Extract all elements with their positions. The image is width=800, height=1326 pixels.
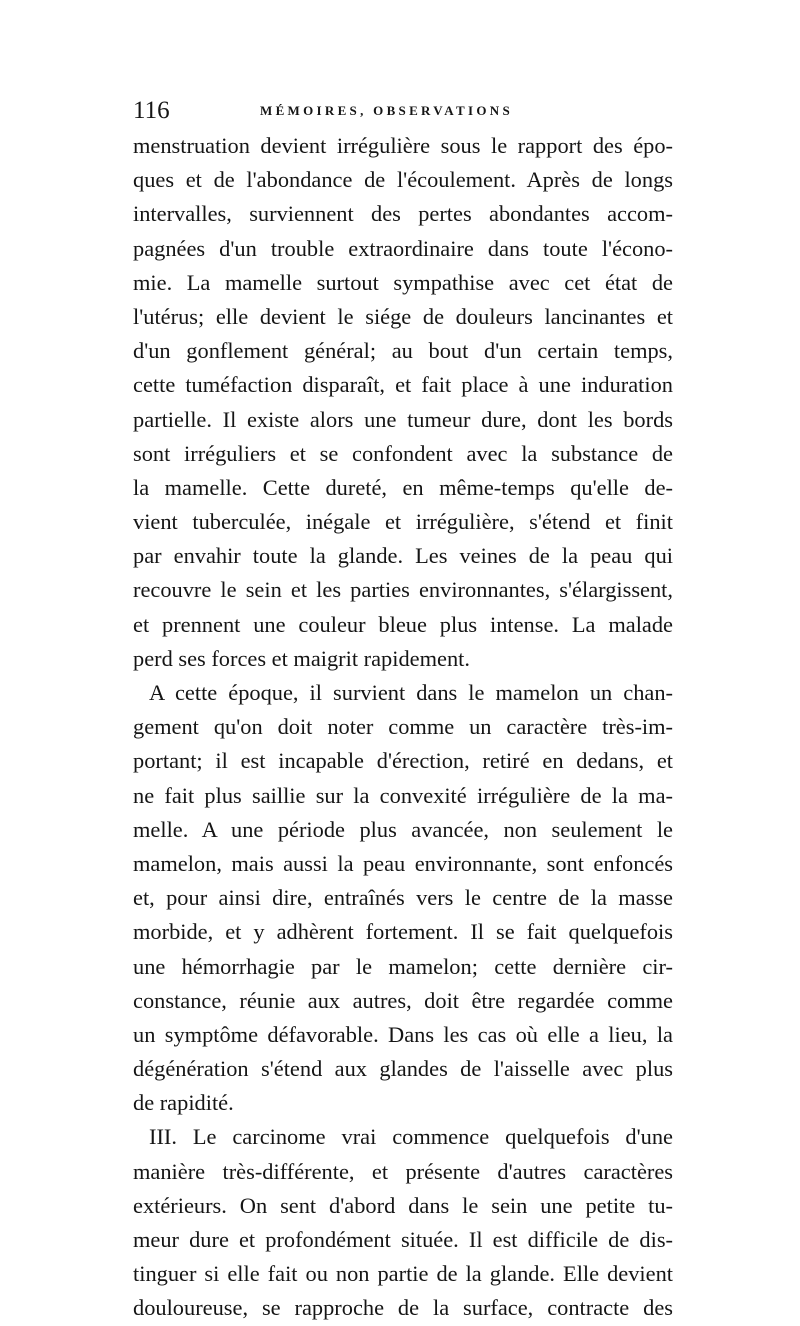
text-line: l'utérus; elle devient le siége de douleurs lancinantes et	[133, 303, 673, 329]
text-line: meur dure et profondément située. Il est difficile de dis-	[133, 1227, 673, 1252]
text-line: vient tuberculée, inégale et irrégulière, s'étend et finit	[133, 509, 673, 535]
text-line: la mamelle. Cette dureté, en même-temps qu'elle de-	[133, 474, 673, 500]
text-line: partielle. Il existe alors une tumeur dure, dont les bords	[133, 406, 673, 432]
running-head: MÉMOIRES, OBSERVATIONS	[260, 103, 513, 118]
text-line: menstruation devient irrégulière sous le rapport des épo-	[133, 133, 673, 158]
text-line: intervalles, surviennent des pertes abondantes accom-	[133, 201, 673, 227]
text-line: melle. A une période plus avancée, non seulement le	[133, 816, 673, 842]
text-line: tinguer si elle fait ou non partie de la glande. Elle devient	[133, 1261, 673, 1287]
text-line: mamelon, mais aussi la peau environnante, sont enfoncés	[133, 850, 673, 876]
paragraph-end-line: perd ses forces et maigrit rapidement.	[133, 645, 470, 671]
text-line: ques et de l'abondance de l'écoulement. Après de longs	[133, 167, 673, 193]
text-line: gement qu'on doit noter comme un caractère très-im-	[133, 714, 673, 740]
paragraph-start-line: A cette époque, il survient dans le mamelon un chan-	[149, 680, 673, 705]
text-line: et prennent une couleur bleue plus intense. La malade	[133, 611, 673, 637]
text-line: ne fait plus saillie sur la convexité irrégulière de la ma-	[133, 782, 673, 808]
text-line: portant; il est incapable d'érection, retiré en dedans, et	[133, 748, 673, 774]
section-start-line: III. Le carcinome vrai commence quelquefois d'une	[149, 1124, 673, 1150]
text-line: recouvre le sein et les parties environnantes, s'élargissent,	[133, 577, 673, 603]
page-number: 116	[133, 97, 170, 124]
text-line: un symptôme défavorable. Dans les cas où elle a lieu, la	[133, 1021, 673, 1047]
text-line: manière très-différente, et présente d'autres caractères	[133, 1158, 673, 1184]
text-line: morbide, et y adhèrent fortement. Il se fait quelquefois	[133, 919, 673, 945]
text-line: par envahir toute la glande. Les veines de la peau qui	[133, 543, 673, 569]
text-line: sont irréguliers et se confondent avec la substance de	[133, 440, 673, 466]
text-line: une hémorrhagie par le mamelon; cette dernière cir-	[133, 953, 673, 979]
paragraph-end-line: de rapidité.	[133, 1090, 234, 1116]
text-line: dégénération s'étend aux glandes de l'aisselle avec plus	[133, 1056, 673, 1082]
text-line: douloureuse, se rapproche de la surface, contracte des	[133, 1295, 673, 1321]
text-line: d'un gonflement général; au bout d'un certain temps,	[133, 338, 673, 364]
body-text	[133, 129, 673, 1326]
text-line: et, pour ainsi dire, entraînés vers le centre de la masse	[133, 885, 673, 911]
page-header	[133, 96, 673, 126]
text-line: mie. La mamelle surtout sympathise avec cet état de	[133, 269, 673, 295]
text-line: cette tuméfaction disparaît, et fait place à une induration	[133, 372, 673, 398]
text-line: pagnées d'un trouble extraordinaire dans toute l'écono-	[133, 235, 673, 261]
text-line: extérieurs. On sent d'abord dans le sein une petite tu-	[133, 1192, 673, 1218]
text-line: constance, réunie aux autres, doit être regardée comme	[133, 987, 673, 1013]
